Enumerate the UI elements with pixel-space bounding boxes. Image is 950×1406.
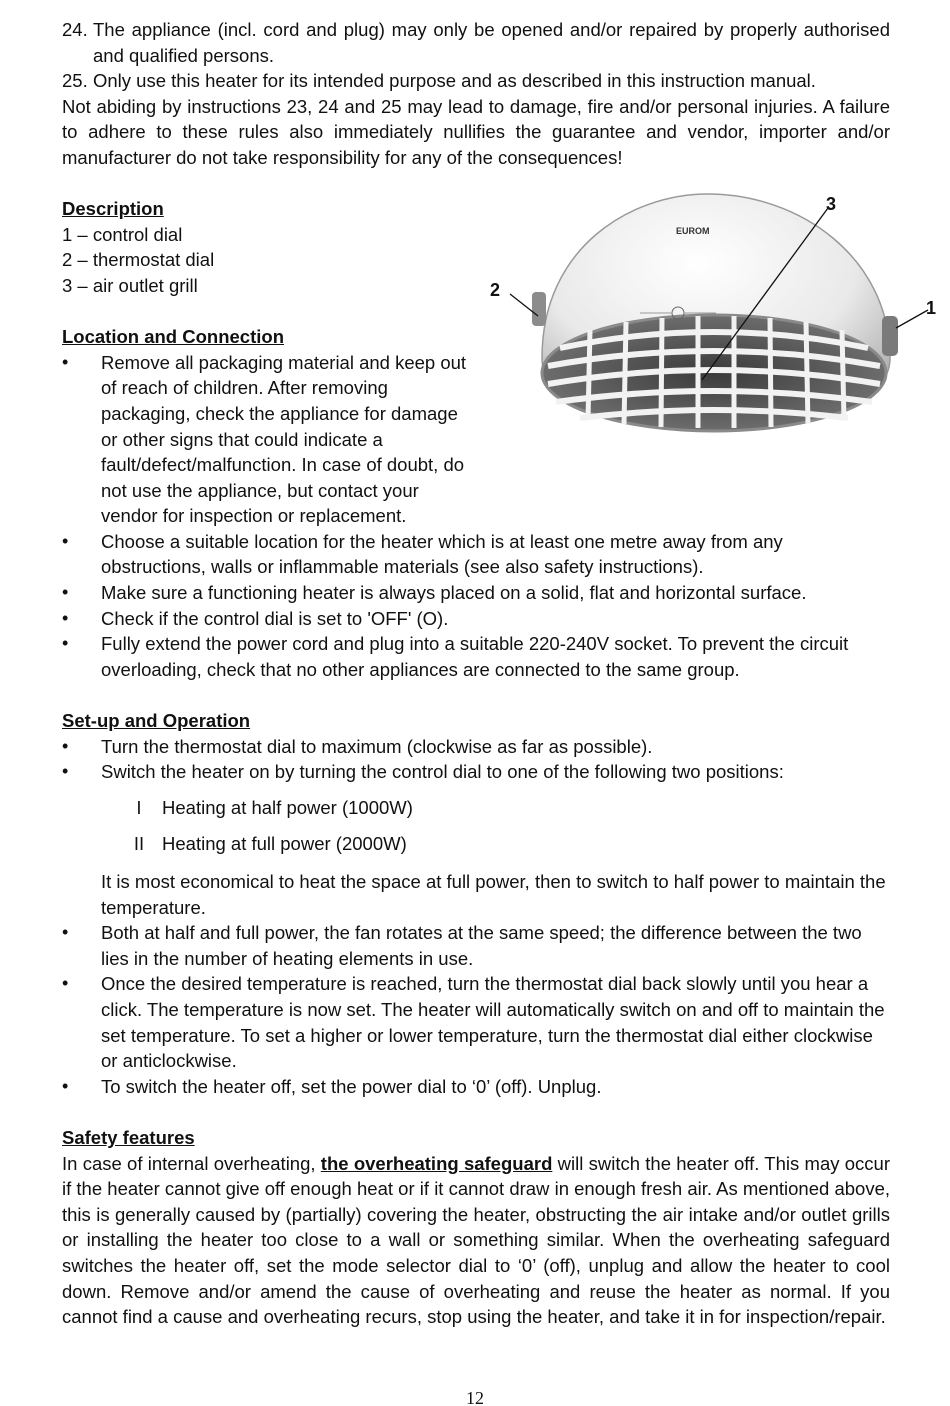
safety-heading: Safety features bbox=[62, 1126, 195, 1148]
instruction-24 bbox=[62, 17, 890, 68]
setup-heading: Set-up and Operation bbox=[62, 710, 251, 732]
location-bullet-text: Fully extend the power cord and plug into a suitable 220-240V socket. To prevent the circuit overloading, check that no other appliances are connected to the same group. bbox=[101, 633, 849, 680]
setup-bullet-text: To switch the heater off, set the power dial to ‘0’ (off). Unplug. bbox=[101, 1075, 602, 1097]
callout-3: 3 bbox=[826, 194, 837, 214]
location-bullet bbox=[62, 529, 890, 580]
instruction-24-number: 24. bbox=[62, 19, 88, 40]
setup-bullet bbox=[62, 920, 890, 971]
spacer bbox=[62, 1099, 890, 1125]
location-bullet-text: Check if the control dial is set to 'OFF' (O). bbox=[101, 607, 449, 629]
instruction-25-number: 25. bbox=[62, 70, 88, 92]
brand-label: EUROM bbox=[676, 226, 710, 236]
economy-note: It is most economical to heat the space at full power, then to switch to half power to maintain the temperature. bbox=[101, 871, 886, 918]
location-bullet-text: Choose a suitable location for the heater which is at least one metre away from any obstructions, walls or inflammable materials (see also safety instructions). bbox=[101, 530, 783, 578]
safety-paragraph bbox=[62, 1151, 890, 1330]
setup-bullet bbox=[62, 1074, 890, 1100]
location-bullet bbox=[62, 631, 890, 682]
instruction-24-text: The appliance (incl. cord and plug) may only be opened and/or repaired by properly authorised and qualified persons. bbox=[93, 19, 890, 66]
description-item: 2 – thermostat dial bbox=[62, 249, 215, 271]
heater-drawing bbox=[480, 188, 950, 468]
power-position-text: Heating at half power (1000W) bbox=[162, 796, 413, 818]
location-bullet bbox=[62, 580, 890, 606]
spacer bbox=[62, 682, 890, 708]
power-position-text: Heating at full power (2000W) bbox=[162, 833, 407, 855]
control-knob bbox=[882, 316, 898, 356]
setup-bullet-text: Both at half and full power, the fan rotates at the same speed; the difference between the two lies in the number of heating elements in use. bbox=[101, 922, 862, 969]
setup-bullet bbox=[62, 971, 890, 1073]
setup-bullet bbox=[62, 734, 890, 760]
heater-illustration bbox=[480, 188, 950, 468]
power-position bbox=[62, 831, 890, 857]
power-position-numeral: I bbox=[136, 796, 142, 818]
instruction-25 bbox=[62, 68, 890, 94]
page-number: 12 bbox=[466, 1388, 484, 1406]
location-bullet-text: Remove all packaging material and keep out of reach of children. After removing packaging, check the appliance for damage or other signs that could indicate a fault/defect/malfunction. In case of doubt, do not use the appliance, but contact your vendor for inspection or replacement. bbox=[101, 351, 467, 527]
callout-1: 1 bbox=[926, 298, 937, 318]
description-heading: Description bbox=[62, 198, 164, 220]
description-item: 3 – air outlet grill bbox=[62, 274, 198, 296]
thermostat-knob bbox=[532, 292, 546, 326]
callout-line-1 bbox=[896, 310, 928, 328]
instruction-25-text: Only use this heater for its intended purpose and as described in this instruction manual. bbox=[93, 70, 816, 92]
warning-paragraph: Not abiding by instructions 23, 24 and 25 may lead to damage, fire and/or personal injuries. A failure to adhere to these rules also immediately nullifies the guarantee and vendor, importer and/or manufacturer do not take responsibility for any of the consequences! bbox=[62, 95, 890, 168]
location-bullet-text: Make sure a functioning heater is always placed on a solid, flat and horizontal surface. bbox=[101, 582, 807, 604]
setup-bullet-text: Turn the thermostat dial to maximum (clockwise as far as possible). bbox=[101, 735, 653, 757]
description-item: 1 – control dial bbox=[62, 223, 183, 245]
overheating-safeguard-emphasis: the overheating safeguard bbox=[320, 1152, 553, 1174]
setup-bullet-list-continued bbox=[62, 920, 890, 1099]
callout-2: 2 bbox=[490, 280, 501, 300]
power-position-numeral: II bbox=[133, 833, 145, 855]
setup-bullet-list bbox=[62, 734, 890, 785]
power-position bbox=[62, 795, 890, 821]
safety-text-start: In case of internal overheating, bbox=[62, 1152, 321, 1174]
setup-bullet-text: Switch the heater on by turning the control dial to one of the following two positions: bbox=[101, 761, 784, 783]
setup-bullet-text: Once the desired temperature is reached, turn the thermostat dial back slowly until you hear a click. The temperature is now set. The heater will automatically switch on and off to maintain the set temperature. To set a higher or lower temperature, turn the thermostat dial either clockwise or anticlockwise. bbox=[101, 973, 885, 1072]
location-heading: Location and Connection bbox=[62, 326, 284, 348]
setup-bullet bbox=[62, 759, 890, 785]
safety-text-end: will switch the heater off. This may occur if the heater cannot give off enough heat or if it cannot draw in enough fresh air. As mentioned above, this is generally caused by (partially) covering the heater, obstructing the air intake and/or outlet grills or installing the heater too close to a wall or something similar. When the overheating safeguard switches the heater off, set the mode selector dial to ‘0’ (off), unplug and allow the heater to cool down. Remove and/or amend the cause of overheating and reuse the heater as normal. If you cannot find a cause and overheating recurs, stop using the heater, and take it in for inspection/repair. bbox=[62, 1152, 890, 1328]
location-bullet bbox=[62, 606, 890, 632]
